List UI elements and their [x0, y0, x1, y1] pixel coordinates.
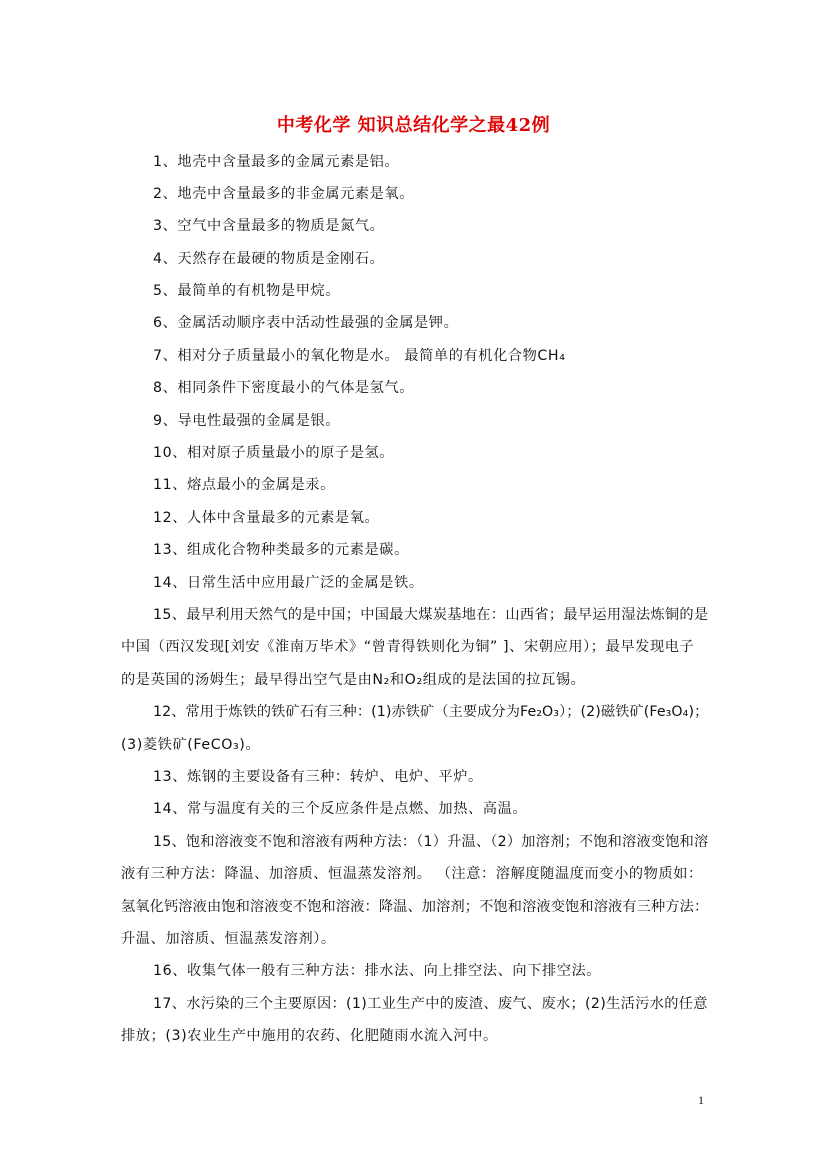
text-line: 13、组成化合物种类最多的元素是碳。	[153, 542, 409, 558]
text-line: 16、收集气体一般有三种方法：排水法、向上排空法、向下排空法。	[153, 963, 602, 979]
text-line: 1、地壳中含量最多的金属元素是铝。	[153, 154, 400, 170]
text-line: 17、水污染的三个主要原因：(1)工业生产中的废渣、废气、废水；(2)生活污水的任意	[153, 996, 708, 1012]
text-line: 的是英国的汤姆生；最早得出空气是由N₂和O₂组成的是法国的拉瓦锡。	[121, 672, 586, 688]
text-line: 9、导电性最强的金属是银。	[153, 413, 341, 429]
text-line: 液有三种方法：降温、加溶质、恒温蒸发溶剂。 （注意：溶解度随温度而变小的物质如：	[121, 866, 703, 882]
text-line: 11、熔点最小的金属是汞。	[153, 477, 335, 493]
text-line: 8、相同条件下密度最小的气体是氢气。	[153, 380, 415, 396]
text-line: 12、常用于炼铁的铁矿石有三种：(1)赤铁矿（主要成分为Fe₂O₃）；(2)磁铁矿(Fe₃O₄)；	[153, 704, 709, 720]
text-line: 3、空气中含量最多的物质是氮气。	[153, 218, 385, 234]
text-line: 2、地壳中含量最多的非金属元素是氧。	[153, 186, 415, 202]
document-title: 中考化学 知识总结化学之最42例	[276, 115, 551, 136]
text-line: 5、最简单的有机物是甲烷。	[153, 283, 341, 299]
text-line: 13、炼钢的主要设备有三种：转炉、电炉、平炉。	[153, 769, 483, 785]
text-line: 14、日常生活中应用最广泛的金属是铁。	[153, 575, 424, 591]
text-line: 升温、加溶质、恒温蒸发溶剂）。	[121, 931, 336, 947]
text-line: 12、人体中含量最多的元素是氧。	[153, 510, 380, 526]
text-line: 6、金属活动顺序表中活动性最强的金属是钾。	[153, 315, 459, 331]
text-line: 4、天然存在最硬的物质是金刚石。	[153, 251, 385, 267]
text-line: 15、饱和溶液变不饱和溶液有两种方法：（1）升温、（2）加溶剂；不饱和溶液变饱和溶	[153, 834, 709, 850]
text-line: 7、相对分子质量最小的氧化物是水。 最简单的有机化合物CH₄	[153, 348, 566, 364]
text-line: 中国（西汉发现[刘安《淮南万毕术》“曾青得铁则化为铜” ]、宋朝应用）；最早发现电子	[121, 639, 695, 655]
text-line: (3)菱铁矿(FeCO₃)。	[121, 737, 261, 753]
text-line: 氢氧化钙溶液由饱和溶液变不饱和溶液：降温、加溶剂；不饱和溶液变饱和溶液有三种方法：	[121, 899, 709, 915]
page-number: 1	[698, 1093, 704, 1107]
text-line: 排放；(3)农业生产中施用的农药、化肥随雨水流入河中。	[121, 1028, 498, 1044]
text-line: 14、常与温度有关的三个反应条件是点燃、加热、高温。	[153, 801, 528, 817]
text-line: 10、相对原子质量最小的原子是氢。	[153, 445, 395, 461]
text-line: 15、最早利用天然气的是中国；中国最大煤炭基地在：山西省；最早运用湿法炼铜的是	[153, 607, 709, 623]
